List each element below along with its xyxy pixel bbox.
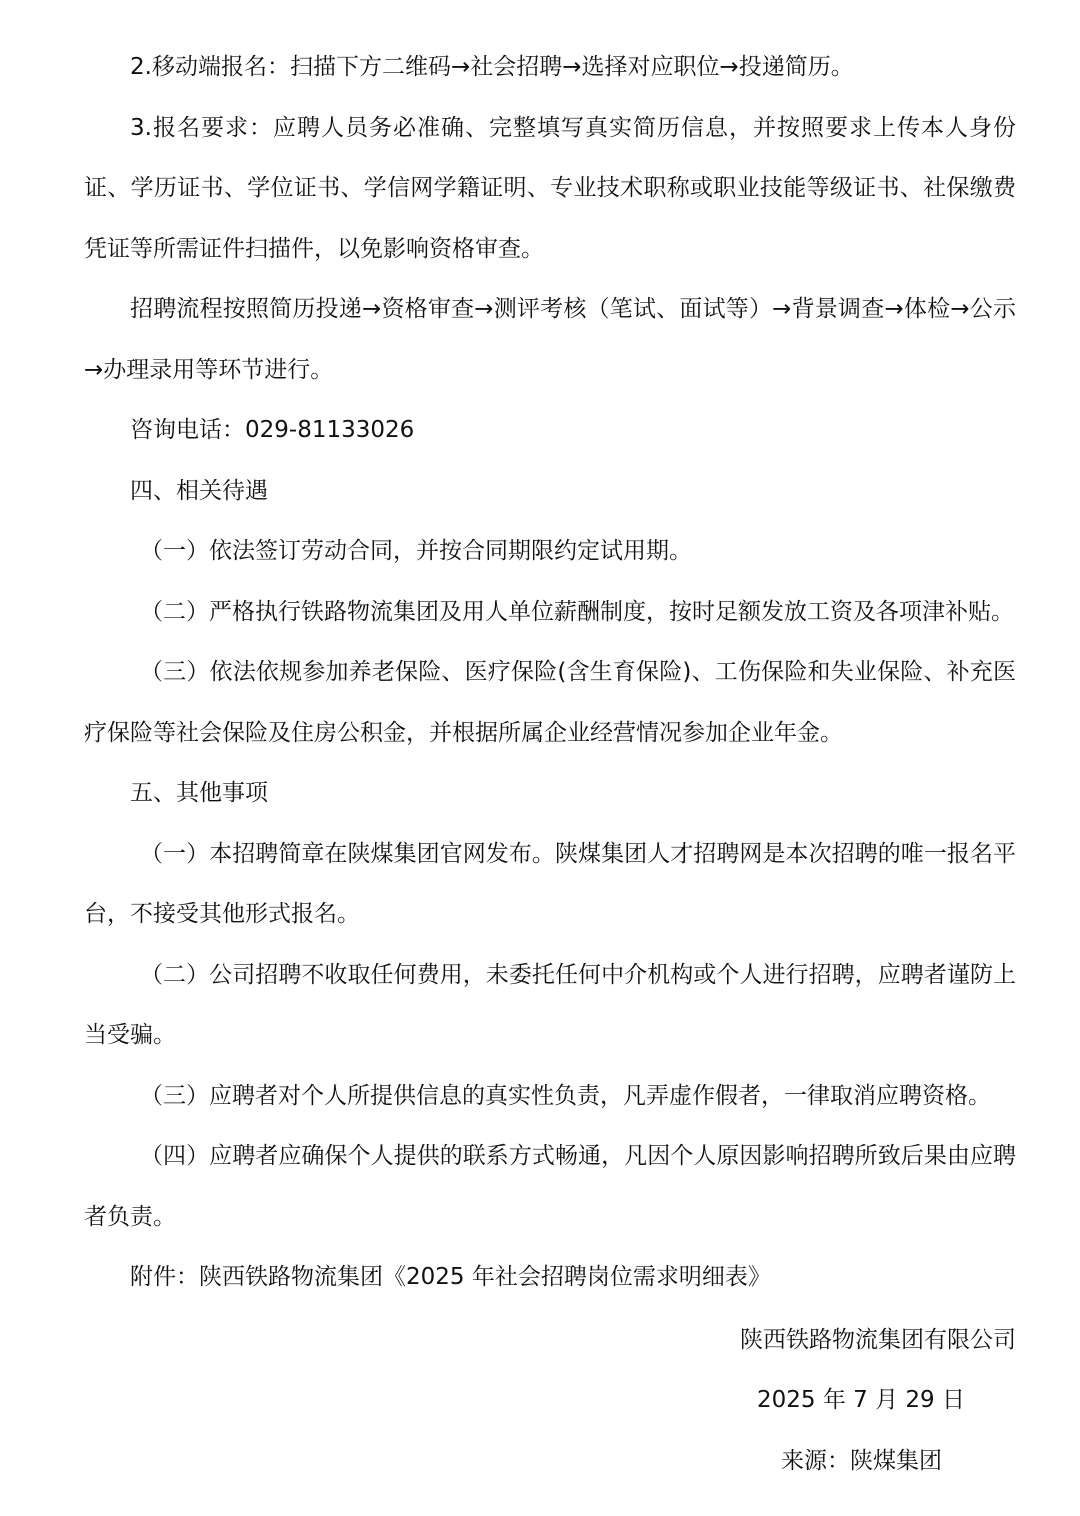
benefits-item: （一）依法签订劳动合同，并按合同期限约定试用期。 (140, 538, 692, 564)
other-matters-item: （二）公司招聘不收取任何费用，未委托任何中介机构或个人进行招聘，应聘者谨防上当受骗。 (84, 961, 1016, 1048)
other-matters-item: （三）应聘者对个人所提供信息的真实性负责，凡弄虚作假者，一律取消应聘资格。 (140, 1082, 991, 1109)
consult-phone: 咨询电话：029-81133026 (130, 417, 415, 443)
recruitment-process-paragraph: 招聘流程按照简历投递→资格审查→测评考核（笔试、面试等）→背景调查→体检→公示→办理录用等环节进行。 (84, 296, 1016, 383)
signature-company: 陕西铁路物流集团有限公司 (740, 1327, 1016, 1353)
benefits-item: （三）依法依规参加养老保险、医疗保险(含生育保险)、工伤保险和失业保险、补充医疗保险等社会保险及住房公积金，并根据所属企业经营情况参加企业年金。 (84, 659, 1016, 746)
other-matters-item: （一）本招聘简章在陕煤集团官网发布。陕煤集团人才招聘网是本次招聘的唯一报名平台，不接受其他形式报名。 (84, 840, 1016, 927)
other-matters-item: （四）应聘者应确保个人提供的联系方式畅通，凡因个人原因影响招聘所致后果由应聘者负责。 (84, 1143, 1016, 1230)
signature-date: 2025 年 7 月 29 日 (757, 1387, 965, 1413)
document-body (84, 37, 1016, 1308)
source-line: 来源：陕煤集团 (781, 1448, 942, 1474)
signup-requirements-paragraph: 3.报名要求：应聘人员务必准确、完整填写真实简历信息，并按照要求上传本人身份证、学历证书、学位证书、学信网学籍证明、专业技术职称或职业技能等级证书、社保缴费凭证等所需证件扫描件，以免影响资格审查。 (84, 114, 1016, 262)
attachment-line: 附件：陕西铁路物流集团《2025 年社会招聘岗位需求明细表》 (130, 1264, 771, 1290)
benefits-item: （二）严格执行铁路物流集团及用人单位薪酬制度，按时足额发放工资及各项津补贴。 (140, 598, 1014, 625)
section-heading-benefits: 四、相关待遇 (130, 477, 268, 504)
section-heading-other-matters: 五、其他事项 (130, 780, 268, 806)
mobile-signup-paragraph: 2.移动端报名：扫描下方二维码→社会招聘→选择对应职位→投递简历。 (130, 54, 854, 80)
